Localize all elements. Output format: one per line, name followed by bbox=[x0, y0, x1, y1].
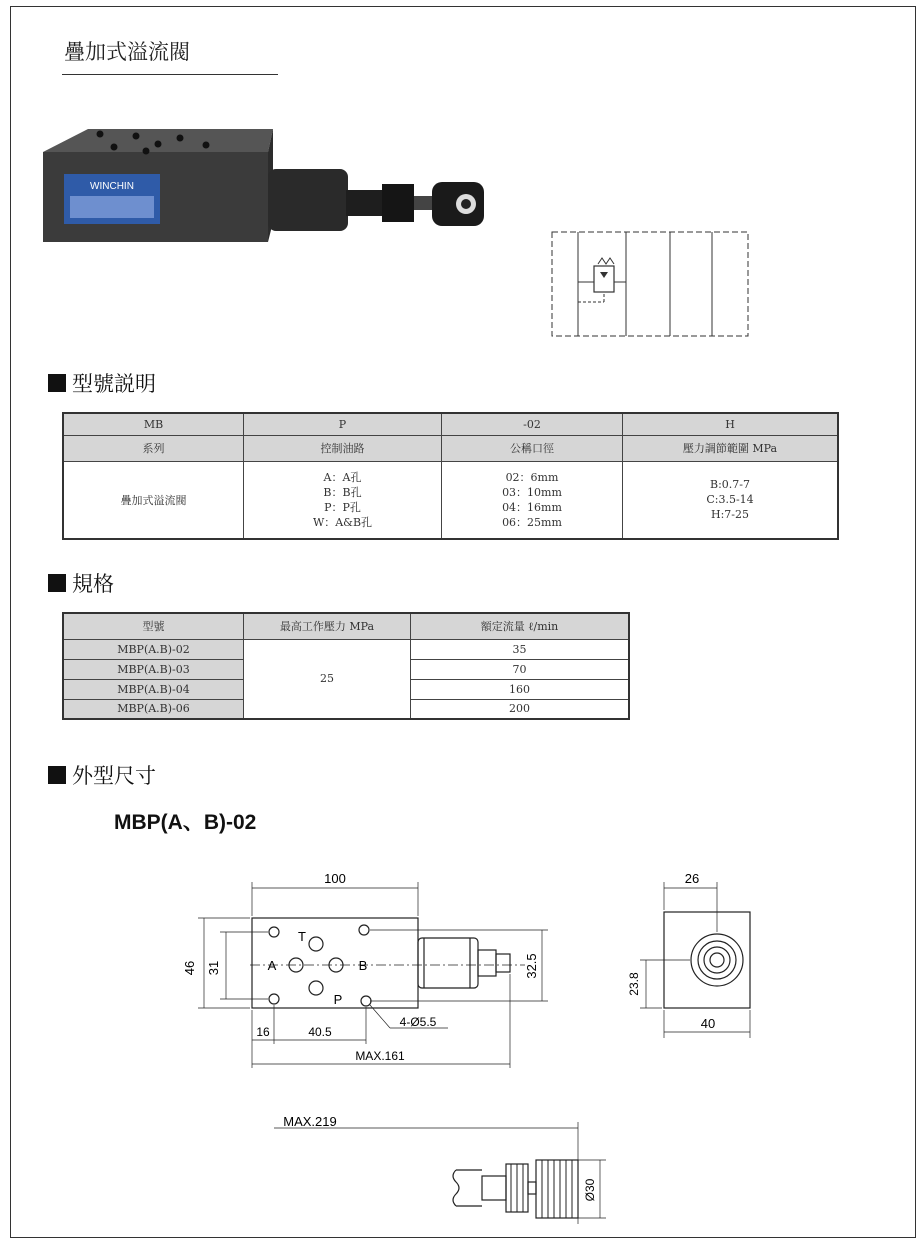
code-control: P bbox=[244, 413, 442, 435]
header-control: 控制油路 bbox=[244, 435, 442, 461]
adjuster-ring bbox=[704, 947, 730, 973]
adjuster-core bbox=[710, 953, 724, 967]
port-hole bbox=[111, 144, 118, 151]
section-dims-heading bbox=[48, 760, 156, 790]
code-pressure: H bbox=[623, 413, 839, 435]
stem-body bbox=[482, 1176, 506, 1200]
spec-flow: 160 bbox=[411, 679, 630, 699]
side-view-drawing bbox=[612, 866, 762, 1046]
symbol-frame bbox=[552, 232, 748, 336]
dim-side-height: 23.8 bbox=[627, 972, 641, 996]
break-line bbox=[453, 1170, 459, 1206]
port-label-a: A bbox=[267, 958, 277, 973]
spec-header-pressure: 最高工作壓力 MPa bbox=[244, 613, 411, 639]
size-option: 03：10mm bbox=[502, 485, 562, 499]
title-underline bbox=[62, 74, 278, 75]
dim-holes: 4-Ø5.5 bbox=[399, 1015, 437, 1029]
dim-height: 46 bbox=[182, 960, 197, 976]
section-dims-label: 外型尺寸 bbox=[72, 764, 156, 788]
header-series: 系列 bbox=[63, 435, 244, 461]
page-title: 疊加式溢流閥 bbox=[64, 40, 190, 64]
dim-pitch-h: 40.5 bbox=[308, 1025, 332, 1039]
spec-model: MBP(A.B)-04 bbox=[63, 679, 244, 699]
drawing-model-title: MBP(A、B)-02 bbox=[114, 811, 257, 834]
dim-max-length: MAX.161 bbox=[355, 1049, 405, 1063]
header-row bbox=[63, 435, 838, 461]
knob-hex bbox=[461, 199, 471, 209]
port-hole bbox=[97, 131, 104, 138]
spring-icon bbox=[598, 258, 614, 264]
port-hole bbox=[203, 142, 210, 149]
control-option: P：P孔 bbox=[324, 500, 361, 514]
nameplate-info bbox=[70, 196, 154, 218]
control-option: B：B孔 bbox=[323, 485, 362, 499]
dim-side-width: 26 bbox=[684, 871, 700, 886]
relief-arrow bbox=[600, 272, 608, 278]
dim-offset: 16 bbox=[256, 1025, 270, 1039]
knob-knurling bbox=[511, 1160, 572, 1218]
adjuster-outline bbox=[418, 938, 478, 988]
spec-flow: 70 bbox=[411, 659, 630, 679]
size-options bbox=[442, 461, 623, 539]
control-options bbox=[244, 461, 442, 539]
series-value: 疊加式溢流閥 bbox=[63, 461, 244, 539]
port-label-t: T bbox=[298, 929, 306, 944]
mount-hole bbox=[361, 996, 371, 1006]
code-size: -02 bbox=[442, 413, 623, 435]
section-spec-label: 規格 bbox=[72, 572, 114, 596]
adjuster-ring bbox=[691, 934, 743, 986]
spec-model: MBP(A.B)-02 bbox=[63, 639, 244, 659]
spec-header-model: 型號 bbox=[63, 613, 244, 639]
dim-right-h: 32.5 bbox=[524, 953, 539, 979]
spec-model: MBP(A.B)-03 bbox=[63, 659, 244, 679]
model-code-table bbox=[62, 412, 839, 540]
size-option: 04：16mm bbox=[502, 500, 562, 514]
shaft bbox=[528, 1182, 536, 1194]
port-label-p: P bbox=[333, 992, 343, 1007]
spec-max-pressure: 25 bbox=[244, 639, 411, 719]
header-pressure: 壓力調節範圍 MPa bbox=[623, 435, 839, 461]
spec-model: MBP(A.B)-06 bbox=[63, 699, 244, 719]
dim-pitch-v: 31 bbox=[206, 960, 221, 976]
section-bullet bbox=[48, 374, 66, 392]
stem-tip-outline bbox=[496, 954, 510, 972]
control-option: A：A孔 bbox=[323, 470, 362, 484]
dim-width: 100 bbox=[324, 871, 346, 886]
adjuster-shaft bbox=[414, 196, 432, 210]
spec-header-flow: 額定流量 ℓ/min bbox=[411, 613, 630, 639]
front-view-drawing bbox=[180, 868, 560, 1078]
port-hole bbox=[177, 135, 184, 142]
value-row bbox=[63, 461, 838, 539]
port-hole bbox=[143, 148, 150, 155]
nameplate-brand: WINCHIN bbox=[90, 181, 134, 192]
section-model-label: 型號説明 bbox=[72, 372, 156, 396]
control-option: W：A&B孔 bbox=[312, 515, 373, 529]
dim-side-base: 40 bbox=[700, 1016, 716, 1031]
port-p bbox=[309, 981, 323, 995]
lock-nut bbox=[382, 184, 414, 222]
product-photo bbox=[38, 124, 488, 264]
mount-hole bbox=[359, 925, 369, 935]
partial-view-drawing bbox=[270, 1112, 620, 1230]
adjuster-sleeve bbox=[268, 169, 348, 231]
section-model-heading bbox=[48, 368, 156, 398]
port-t bbox=[309, 937, 323, 951]
section-bullet bbox=[48, 574, 66, 592]
dim-max-total: MAX.219 bbox=[283, 1114, 337, 1129]
spec-flow: 35 bbox=[411, 639, 630, 659]
relief-valve-box bbox=[594, 266, 614, 292]
size-option: 02：6mm bbox=[505, 470, 559, 484]
header-size: 公稱口徑 bbox=[442, 435, 623, 461]
port-hole bbox=[155, 141, 162, 148]
dim-knob-diameter: Ø30 bbox=[583, 1178, 597, 1202]
pressure-options bbox=[623, 461, 839, 539]
spec-table bbox=[62, 612, 630, 720]
hydraulic-symbol bbox=[548, 226, 754, 344]
section-spec-heading bbox=[48, 568, 114, 598]
code-series: MB bbox=[63, 413, 244, 435]
spec-flow: 200 bbox=[411, 699, 630, 719]
spec-row bbox=[63, 639, 629, 659]
size-option: 06：25mm bbox=[502, 515, 562, 529]
section-bullet bbox=[48, 766, 66, 784]
adjuster-stem bbox=[346, 190, 386, 216]
pressure-option: C:3.5-14 bbox=[706, 493, 754, 507]
pressure-option: H:7-25 bbox=[710, 508, 749, 522]
mount-hole bbox=[269, 994, 279, 1004]
port-label-b: B bbox=[358, 958, 368, 973]
code-row bbox=[63, 413, 838, 435]
pressure-option: B:0.7-7 bbox=[710, 478, 750, 492]
port-hole bbox=[133, 133, 140, 140]
mount-hole bbox=[269, 927, 279, 937]
stem-outline bbox=[478, 950, 496, 976]
spec-header-row bbox=[63, 613, 629, 639]
